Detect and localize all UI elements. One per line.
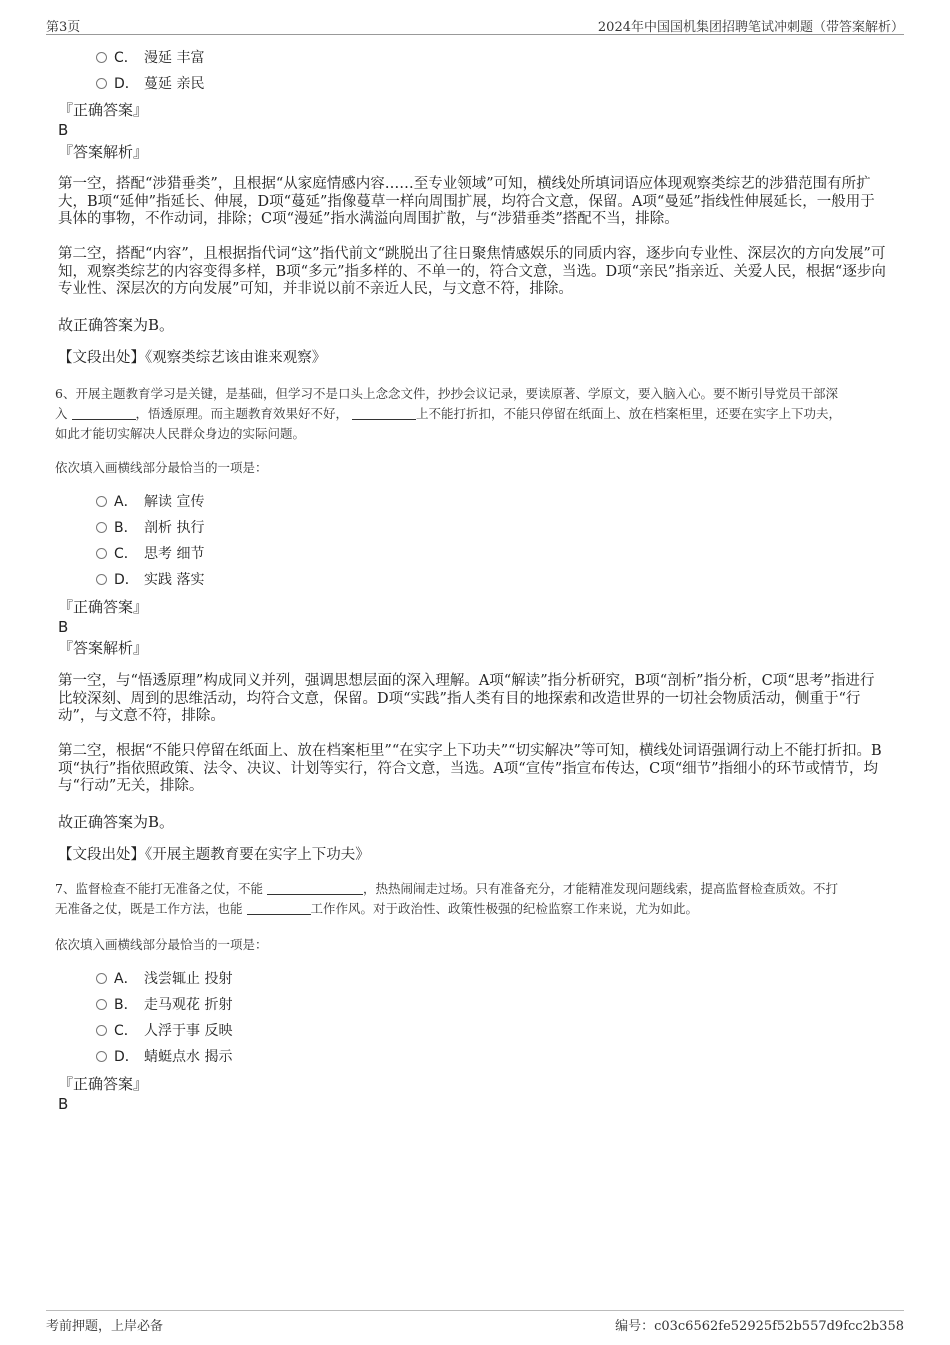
- q5-analysis-paragraph-2: 第二空，搭配“内容”，且根据指代词“这”指代前文“跳脱出了往日聚焦情感娱乐的同质内容，逐步向专业性、深层次的方向发展”可知，观察类综艺的内容变得多样，B项“多元”指多样的、不单一的，符合文意，当选。D项“亲民”指亲近、关爱人民，根据“逐步向专业性、深层次的方向发展”可知，并非说以前不亲近人民，与文意不符，排除。: [58, 246, 886, 297]
- q6-option-a[interactable]: A． 解读 宣传: [96, 492, 204, 512]
- document-title: 2024年中国国机集团招聘笔试冲刺题（带答案解析）: [597, 20, 904, 35]
- q5-analysis-tag: 『答案解析』: [58, 143, 149, 161]
- page-footer: [46, 1310, 904, 1335]
- q5-answer-tag: 『正确答案』: [58, 101, 149, 119]
- blank-line: [352, 405, 416, 420]
- q6-stem: 6、开展主题教育学习是关键，是基础，但学习不是口头上念念文件，抄抄会议记录，要读原著、学原文，要入脑入心。要不断引导党员干部深 入 ，悟透原理。而主题教育效果好不好， 上不能打折扣，不能只停留在纸面上、放在档案柜里，还要在实字上下功夫， 如此才能切实解决人民群众身边的实际问题。: [55, 386, 842, 441]
- page-header: [46, 14, 904, 35]
- q5-answer: B: [58, 121, 69, 139]
- q7-answer-tag: 『正确答案』: [58, 1075, 149, 1093]
- radio-circle-icon[interactable]: [96, 999, 107, 1010]
- q6-analysis-paragraph-2: 第二空，根据“不能只停留在纸面上、放在档案柜里”“在实字上下功夫”“切实解决”等可知，横线处词语强调行动上不能打折扣。B项“执行”指依照政策、法令、决议、计划等实行，符合文意，当选。A项“宣传”指宣布传达，C项“细节”指细小的环节或情节，均与“行动”无关，排除。: [58, 743, 882, 794]
- blank-line: [247, 900, 311, 915]
- q6-source: 【文段出处】《开展主题教育要在实字上下功夫》: [58, 847, 370, 863]
- q5-option-d[interactable]: D． 蔓延 亲民: [96, 74, 204, 94]
- radio-circle-icon[interactable]: [96, 78, 107, 89]
- radio-circle-icon[interactable]: [96, 1025, 107, 1036]
- q7-answer: B: [58, 1095, 69, 1113]
- document-id: 编号：c03c6562fe52925f52b557d9fcc2b358: [615, 1319, 904, 1334]
- q6-analysis-tag: 『答案解析』: [58, 639, 149, 657]
- radio-circle-icon[interactable]: [96, 574, 107, 585]
- q6-prompt: 依次填入画横线部分最恰当的一项是：: [55, 460, 268, 475]
- q6-option-b[interactable]: B． 剖析 执行: [96, 518, 204, 538]
- q7-option-c[interactable]: C． 人浮于事 反映: [96, 1021, 232, 1041]
- q5-analysis-paragraph-1: 第一空，搭配“涉猎垂类”，且根据“从家庭情感内容……至专业领域”可知，横线处所填词语应体现观察类综艺的涉猎范围有所扩大，B项“延伸”指延长、伸展，D项“蔓延”指像蔓草一样向周围扩展，均符合文意，保留。A项“曼延”指线性伸展延长，一般用于具体的事物，不作动词，排除；C项“漫延”指水满溢向周围扩散，与“涉猎垂类”搭配不当，排除。: [58, 176, 875, 227]
- q6-analysis-paragraph-1: 第一空，与“悟透原理”构成同义并列，强调思想层面的深入理解。A项“解读”指分析研究，B项“剖析”指分析，C项“思考”指进行比较深刻、周到的思维活动，均符合文意，保留。D项“实践”指人类有目的地探索和改造世界的一切社会物质活动，侧重于“行动”，与文意不符，排除。: [58, 673, 875, 724]
- q6-answer: B: [58, 618, 69, 636]
- q7-option-b[interactable]: B． 走马观花 折射: [96, 995, 232, 1015]
- q7-option-a[interactable]: A． 浅尝辄止 投射: [96, 969, 232, 989]
- q6-option-c[interactable]: C． 思考 细节: [96, 544, 204, 564]
- radio-circle-icon[interactable]: [96, 496, 107, 507]
- radio-circle-icon[interactable]: [96, 548, 107, 559]
- radio-circle-icon[interactable]: [96, 973, 107, 984]
- q6-answer-tag: 『正确答案』: [58, 598, 149, 616]
- blank-line: [72, 405, 136, 420]
- radio-circle-icon[interactable]: [96, 52, 107, 63]
- q6-conclusion: 故正确答案为B。: [58, 813, 175, 831]
- q5-source: 【文段出处】《观察类综艺该由谁来观察》: [58, 350, 327, 366]
- q7-option-d[interactable]: D． 蜻蜓点水 揭示: [96, 1047, 232, 1067]
- q6-option-d[interactable]: D． 实践 落实: [96, 570, 204, 590]
- q5-option-c[interactable]: C． 漫延 丰富: [96, 48, 204, 68]
- q5-conclusion: 故正确答案为B。: [58, 316, 175, 334]
- q7-prompt: 依次填入画横线部分最恰当的一项是：: [55, 937, 268, 952]
- q7-stem: 7、监督检查不能打无准备之仗，不能 ，热热闹闹走过场。只有准备充分，才能精准发现问题线索，提高监督检查质效。不打 无准备之仗，既是工作方法，也能 工作作风。对于政治性、政策性极强的纪检监察工作来说，尤为如此。: [55, 881, 838, 916]
- blank-line: [267, 880, 363, 895]
- footer-slogan: 考前押题，上岸必备: [46, 1319, 164, 1334]
- radio-circle-icon[interactable]: [96, 1051, 107, 1062]
- page-number: 第3页: [46, 20, 81, 35]
- radio-circle-icon[interactable]: [96, 522, 107, 533]
